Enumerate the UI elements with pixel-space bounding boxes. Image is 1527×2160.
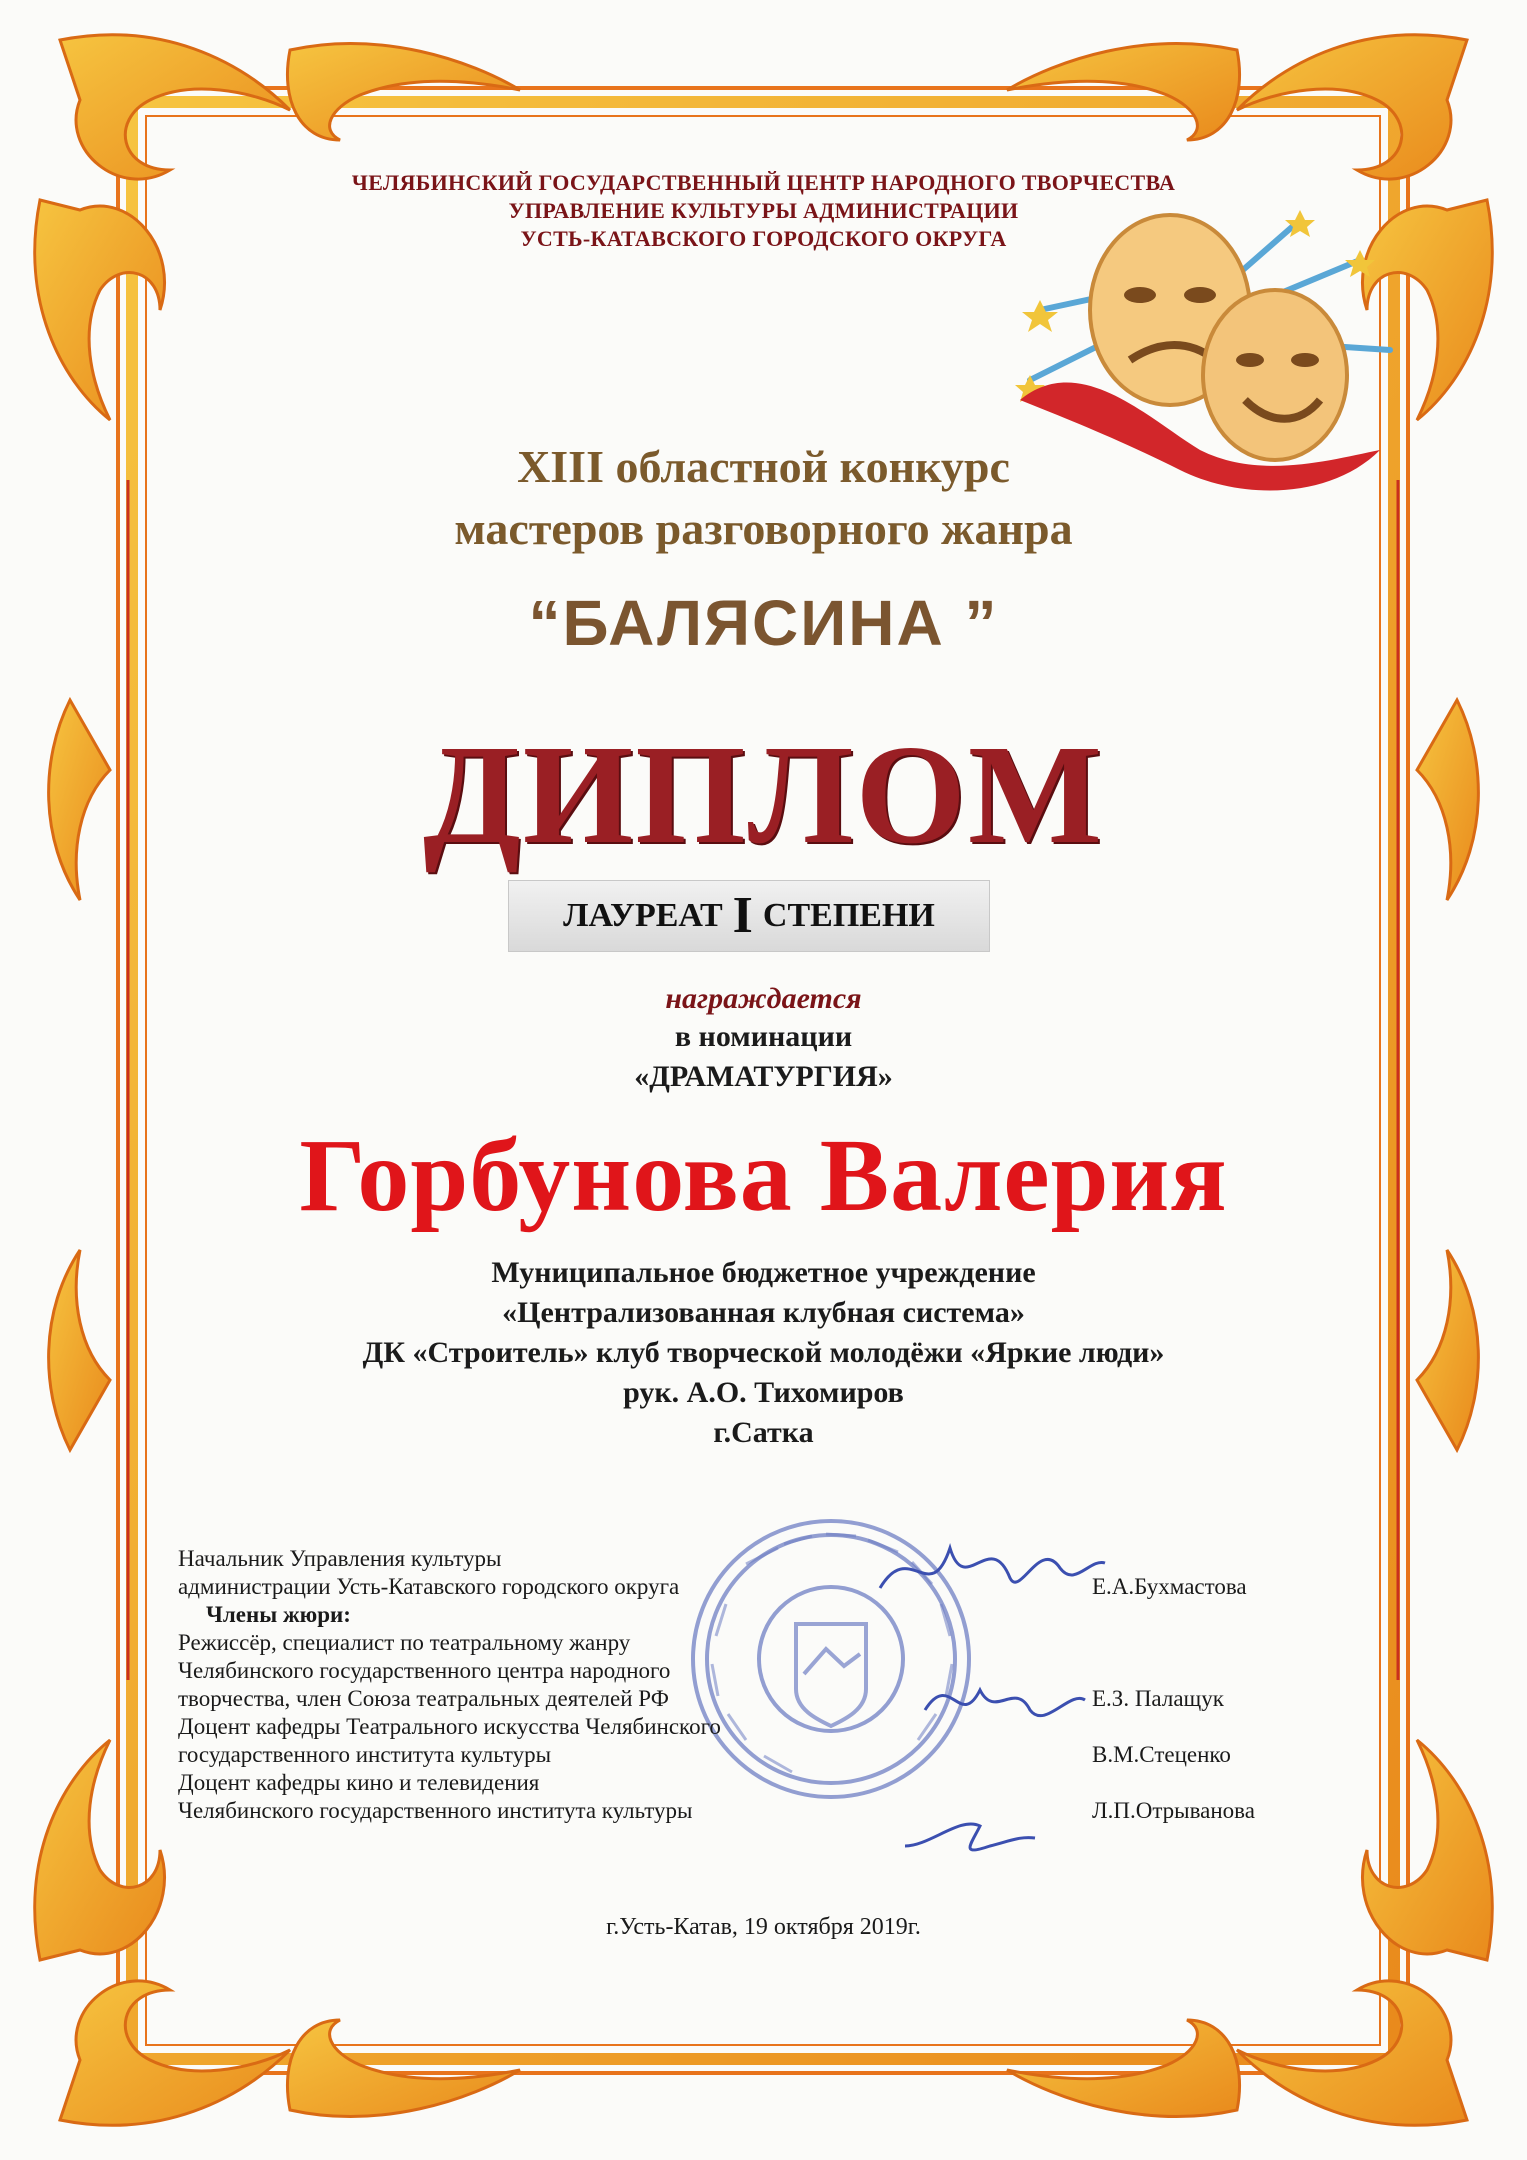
place-and-date: г.Усть-Катав, 19 октября 2019г. xyxy=(606,1914,921,1940)
contest-name: “БАЛЯСИНА ” xyxy=(528,587,999,659)
contest-title-line-2: мастеров разговорного жанра xyxy=(454,503,1073,554)
signature-jury-1 xyxy=(920,1660,1090,1740)
org-line-3: ДК «Строитель» клуб творческой молодёжи «Яркие люди» xyxy=(362,1336,1165,1369)
jury-3-line-2: Челябинского государственного института культуры xyxy=(178,1798,693,1823)
jury-1-line-2: Челябинского государственного центра народного xyxy=(178,1658,671,1683)
jury-label xyxy=(206,1602,351,1628)
degree-word: СТЕПЕНИ xyxy=(762,897,935,934)
signature-head xyxy=(870,1518,1110,1618)
laureate-badge xyxy=(508,880,990,952)
signature-jury-3 xyxy=(900,1806,1040,1866)
jury-1-name: Е.З. Палащук xyxy=(1092,1686,1224,1711)
contest-title-line-1: XIII областной конкурс xyxy=(517,441,1010,492)
jury-label-text: Члены жюри: xyxy=(206,1602,351,1627)
jury-3-name: Л.П.Отрыванова xyxy=(1092,1798,1255,1823)
org-line-5: г.Сатка xyxy=(713,1416,814,1449)
nomination-prefix: в номинации xyxy=(674,1020,853,1053)
jury-2-line-1: Доцент кафедры Театрального искусства Челябинского xyxy=(178,1714,721,1739)
degree-number: I xyxy=(732,887,753,944)
jury-1-line-3: творчества, член Союза театральных деятелей РФ xyxy=(178,1686,669,1711)
header-line-2: УПРАВЛЕНИЕ КУЛЬТУРЫ АДМИНИСТРАЦИИ xyxy=(508,198,1019,223)
jury-2-line-2: государственного института культуры xyxy=(178,1742,552,1767)
jury-1-line-1: Режиссёр, специалист по театральному жанру xyxy=(178,1630,631,1655)
diploma-title: ДИПЛОМ xyxy=(423,715,1104,873)
header-line-3: УСТЬ-КАТАВСКОГО ГОРОДСКОГО ОКРУГА xyxy=(520,226,1007,251)
awarded-text: награждается xyxy=(665,982,862,1015)
org-line-1: Муниципальное бюджетное учреждение xyxy=(491,1256,1036,1289)
org-line-4: рук. А.О. Тихомиров xyxy=(623,1376,904,1409)
head-title-line-2: администрации Усть-Катавского городского округа xyxy=(178,1574,680,1599)
head-name: Е.А.Бухмастова xyxy=(1092,1574,1247,1599)
recipient-name: Горбунова Валерия xyxy=(299,1118,1228,1233)
jury-3-line-1: Доцент кафедры кино и телевидения xyxy=(178,1770,540,1795)
header-line-1: ЧЕЛЯБИНСКИЙ ГОСУДАРСТВЕННЫЙ ЦЕНТР НАРОДНОГО ТВОРЧЕСТВА xyxy=(351,170,1176,195)
org-line-2: «Централизованная клубная система» xyxy=(502,1296,1025,1329)
laureate-word: ЛАУРЕАТ xyxy=(563,897,723,934)
nomination-name: «ДРАМАТУРГИЯ» xyxy=(634,1060,893,1093)
head-title-line-1: Начальник Управления культуры xyxy=(178,1546,502,1571)
jury-2-name: В.М.Стеценко xyxy=(1092,1742,1231,1767)
